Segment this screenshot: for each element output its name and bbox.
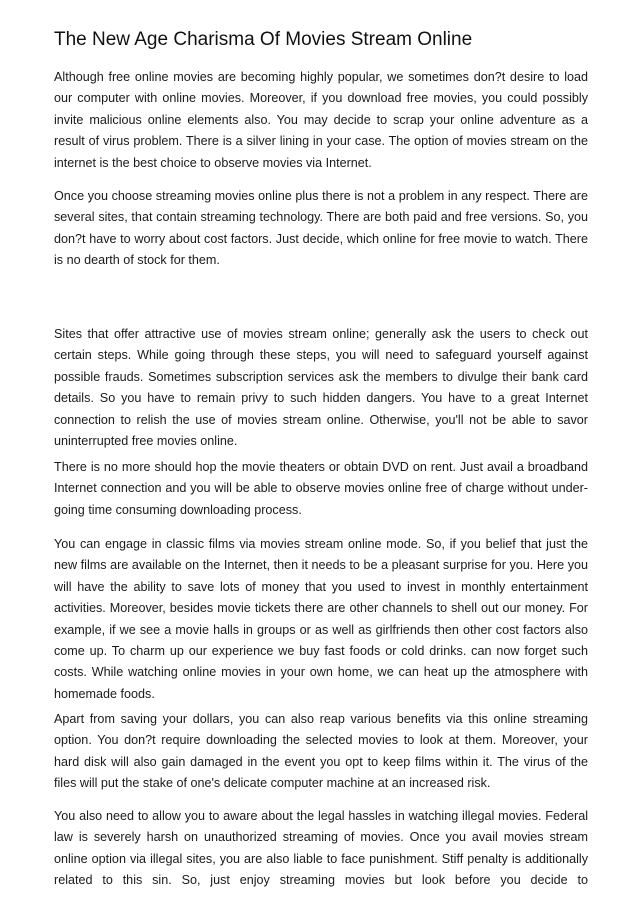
paragraph-7: You also need to allow you to aware about the legal hassles in watching illegal movies. Federal law is severely harsh on unauthorized streaming of movies. Once you avail movies stream online option via illegal sites, you are also liable to face punishment. Stiff penalty is additionally related to this sin. So, just enjoy streaming movies but look before you decide to — [54, 809, 588, 888]
document-title: The New Age Charisma Of Movies Stream Online — [54, 29, 473, 50]
paragraph-5: You can engage in classic films via movies stream online mode. So, if you belief that just the new films are available on the Internet, then it needs to be a pleasant surprise for you. Here you will have the ability to save lots of money that you used to invest in monthly entertainment activities. Moreover, besides movie tickets there are other channels to shell out our money. For example, if we see a movie halls in groups or as well as girlfriends then other cost factors also come up. To charm up our experience we buy fast foods or cold drinks. can now forget such costs. While watching online movies in your own home, we can heat up the atmosphere with homemade foods. — [54, 537, 588, 701]
paragraph-6: Apart from saving your dollars, you can also reap various benefits via this online streaming option. You don?t require downloading the selected movies to look at them. Moreover, your hard disk will also gain damaged in the event you opt to keep films within it. The virus of the files will put the stake of one's delicate computer machine at an increased risk. — [54, 712, 588, 791]
paragraph-1: Although free online movies are becoming highly popular, we sometimes don?t desire to load our computer with online movies. Moreover, if you download free movies, you could possibly invite malicious online elements also. You may decide to scrap your online adventure as a result of virus problem. There is a silver lining in your case. The option of movies stream on the internet is the best choice to observe movies via Internet. — [54, 70, 588, 170]
paragraph-3: Sites that offer attractive use of movies stream online; generally ask the users to check out certain steps. While going through these steps, you will need to safeguard yourself against possible frauds. Sometimes subscription services ask the members to divulge their bank card details. So you have to remain privy to such hidden dangers. You have to a great Internet connection to relish the use of movies stream online. Otherwise, you'll not be able to savor uninterrupted free movies online. — [54, 327, 588, 449]
paragraph-2: Once you choose streaming movies online plus there is not a problem in any respect. There are several sites, that contain streaming technology. There are both paid and free versions. So, you don?t have to worry about cost factors. Just decide, which online for free movie to watch. There is no dearth of stock for them. — [54, 189, 588, 268]
paragraph-4: There is no more should hop the movie theaters or obtain DVD on rent. Just avail a broadband Internet connection and you will be able to observe movies online free of charge without under-going time consuming downloading process. — [54, 460, 588, 517]
